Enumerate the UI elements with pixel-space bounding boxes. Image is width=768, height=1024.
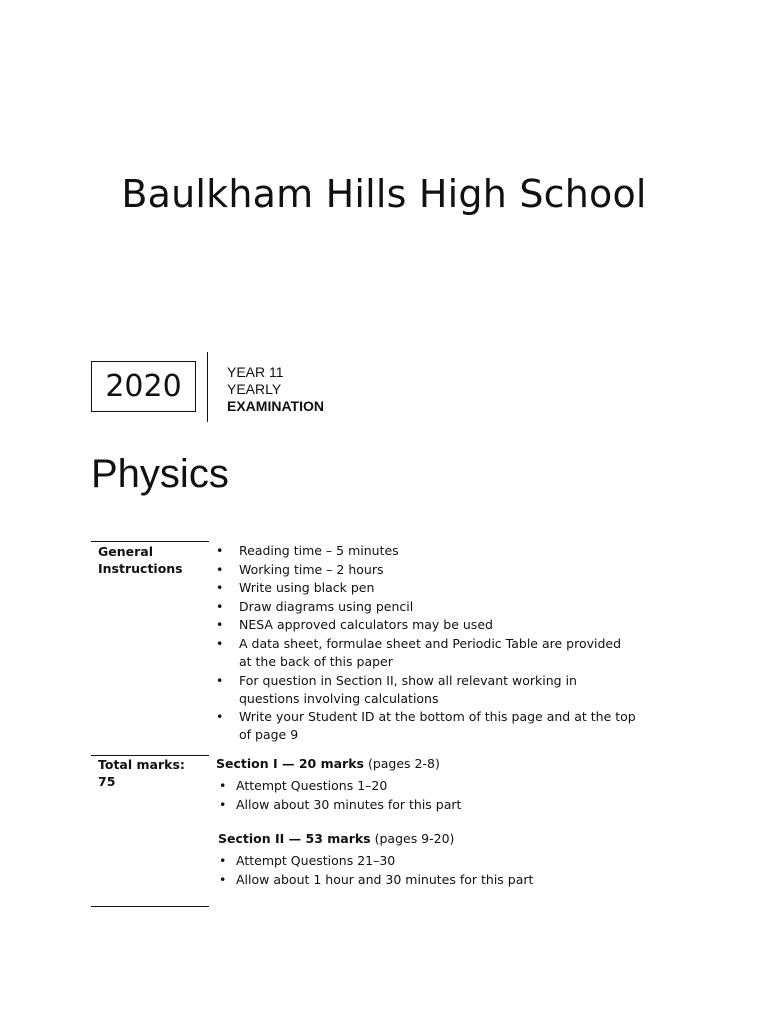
total-marks-label [98,756,185,790]
bullet-icon: • [216,635,224,651]
instructions-list [216,542,636,744]
section2-item: • Attempt Questions 21–30 [219,853,396,868]
section2-item: • Allow about 1 hour and 30 minutes for this part [219,872,534,887]
bullet-icon: • [216,709,224,725]
instruction-item: • For question in Section II, show all relevant working in questions involving calculations [216,672,577,706]
bullet-icon: • [216,672,224,688]
exam-label-line2: YEARLY [227,381,282,397]
rule-general [91,541,209,542]
section1-heading [216,755,440,773]
instruction-item: • Draw diagrams using pencil [216,598,414,614]
marks-label-line2: 75 [98,774,116,789]
instruction-item: • Working time – 2 hours [216,561,384,577]
section1-item: • Allow about 30 minutes for this part [219,797,462,812]
bullet-icon: • [219,778,227,793]
bullet-icon: • [219,853,227,868]
exam-label [227,364,324,415]
general-label-line2: Instructions [98,561,183,576]
bullet-icon: • [216,580,224,596]
instruction-item: • Reading time – 5 minutes [216,543,399,558]
bullet-icon: • [216,598,224,614]
school-name: Baulkham Hills High School [121,172,647,216]
exam-label-line3: EXAMINATION [227,398,324,414]
bullet-icon: • [216,617,224,633]
section1-list [217,776,461,814]
subject-title: Physics [91,452,229,496]
instruction-item: • Write using black pen [216,580,375,596]
general-label-line1: General [98,544,153,559]
bullet-icon: • [219,797,227,812]
section2-list [217,851,533,889]
section1-pages: (pages 2-8) [363,756,440,771]
section2-heading [218,830,454,848]
bullet-icon: • [216,561,224,577]
section1-item: • Attempt Questions 1–20 [219,778,388,793]
section1-title: Section I — 20 marks [216,756,364,771]
bullet-icon: • [216,543,224,558]
bullet-icon: • [219,872,227,887]
instruction-item: • NESA approved calculators may be used [216,617,493,633]
section2-pages: (pages 9-20) [370,831,455,846]
section2-title: Section II — 53 marks [218,831,371,846]
divider [207,352,208,422]
exam-label-line1: YEAR 11 [227,364,284,380]
rule-bottom [91,906,209,907]
instruction-item: • A data sheet, formulae sheet and Periodic Table are provided at the back of this paper [216,635,622,669]
marks-label-line1: Total marks: [98,757,185,772]
exam-year: 2020 [91,361,196,412]
instruction-item: • Write your Student ID at the bottom of this page and at the top of page 9 [216,709,636,743]
general-instructions-label [98,543,183,577]
